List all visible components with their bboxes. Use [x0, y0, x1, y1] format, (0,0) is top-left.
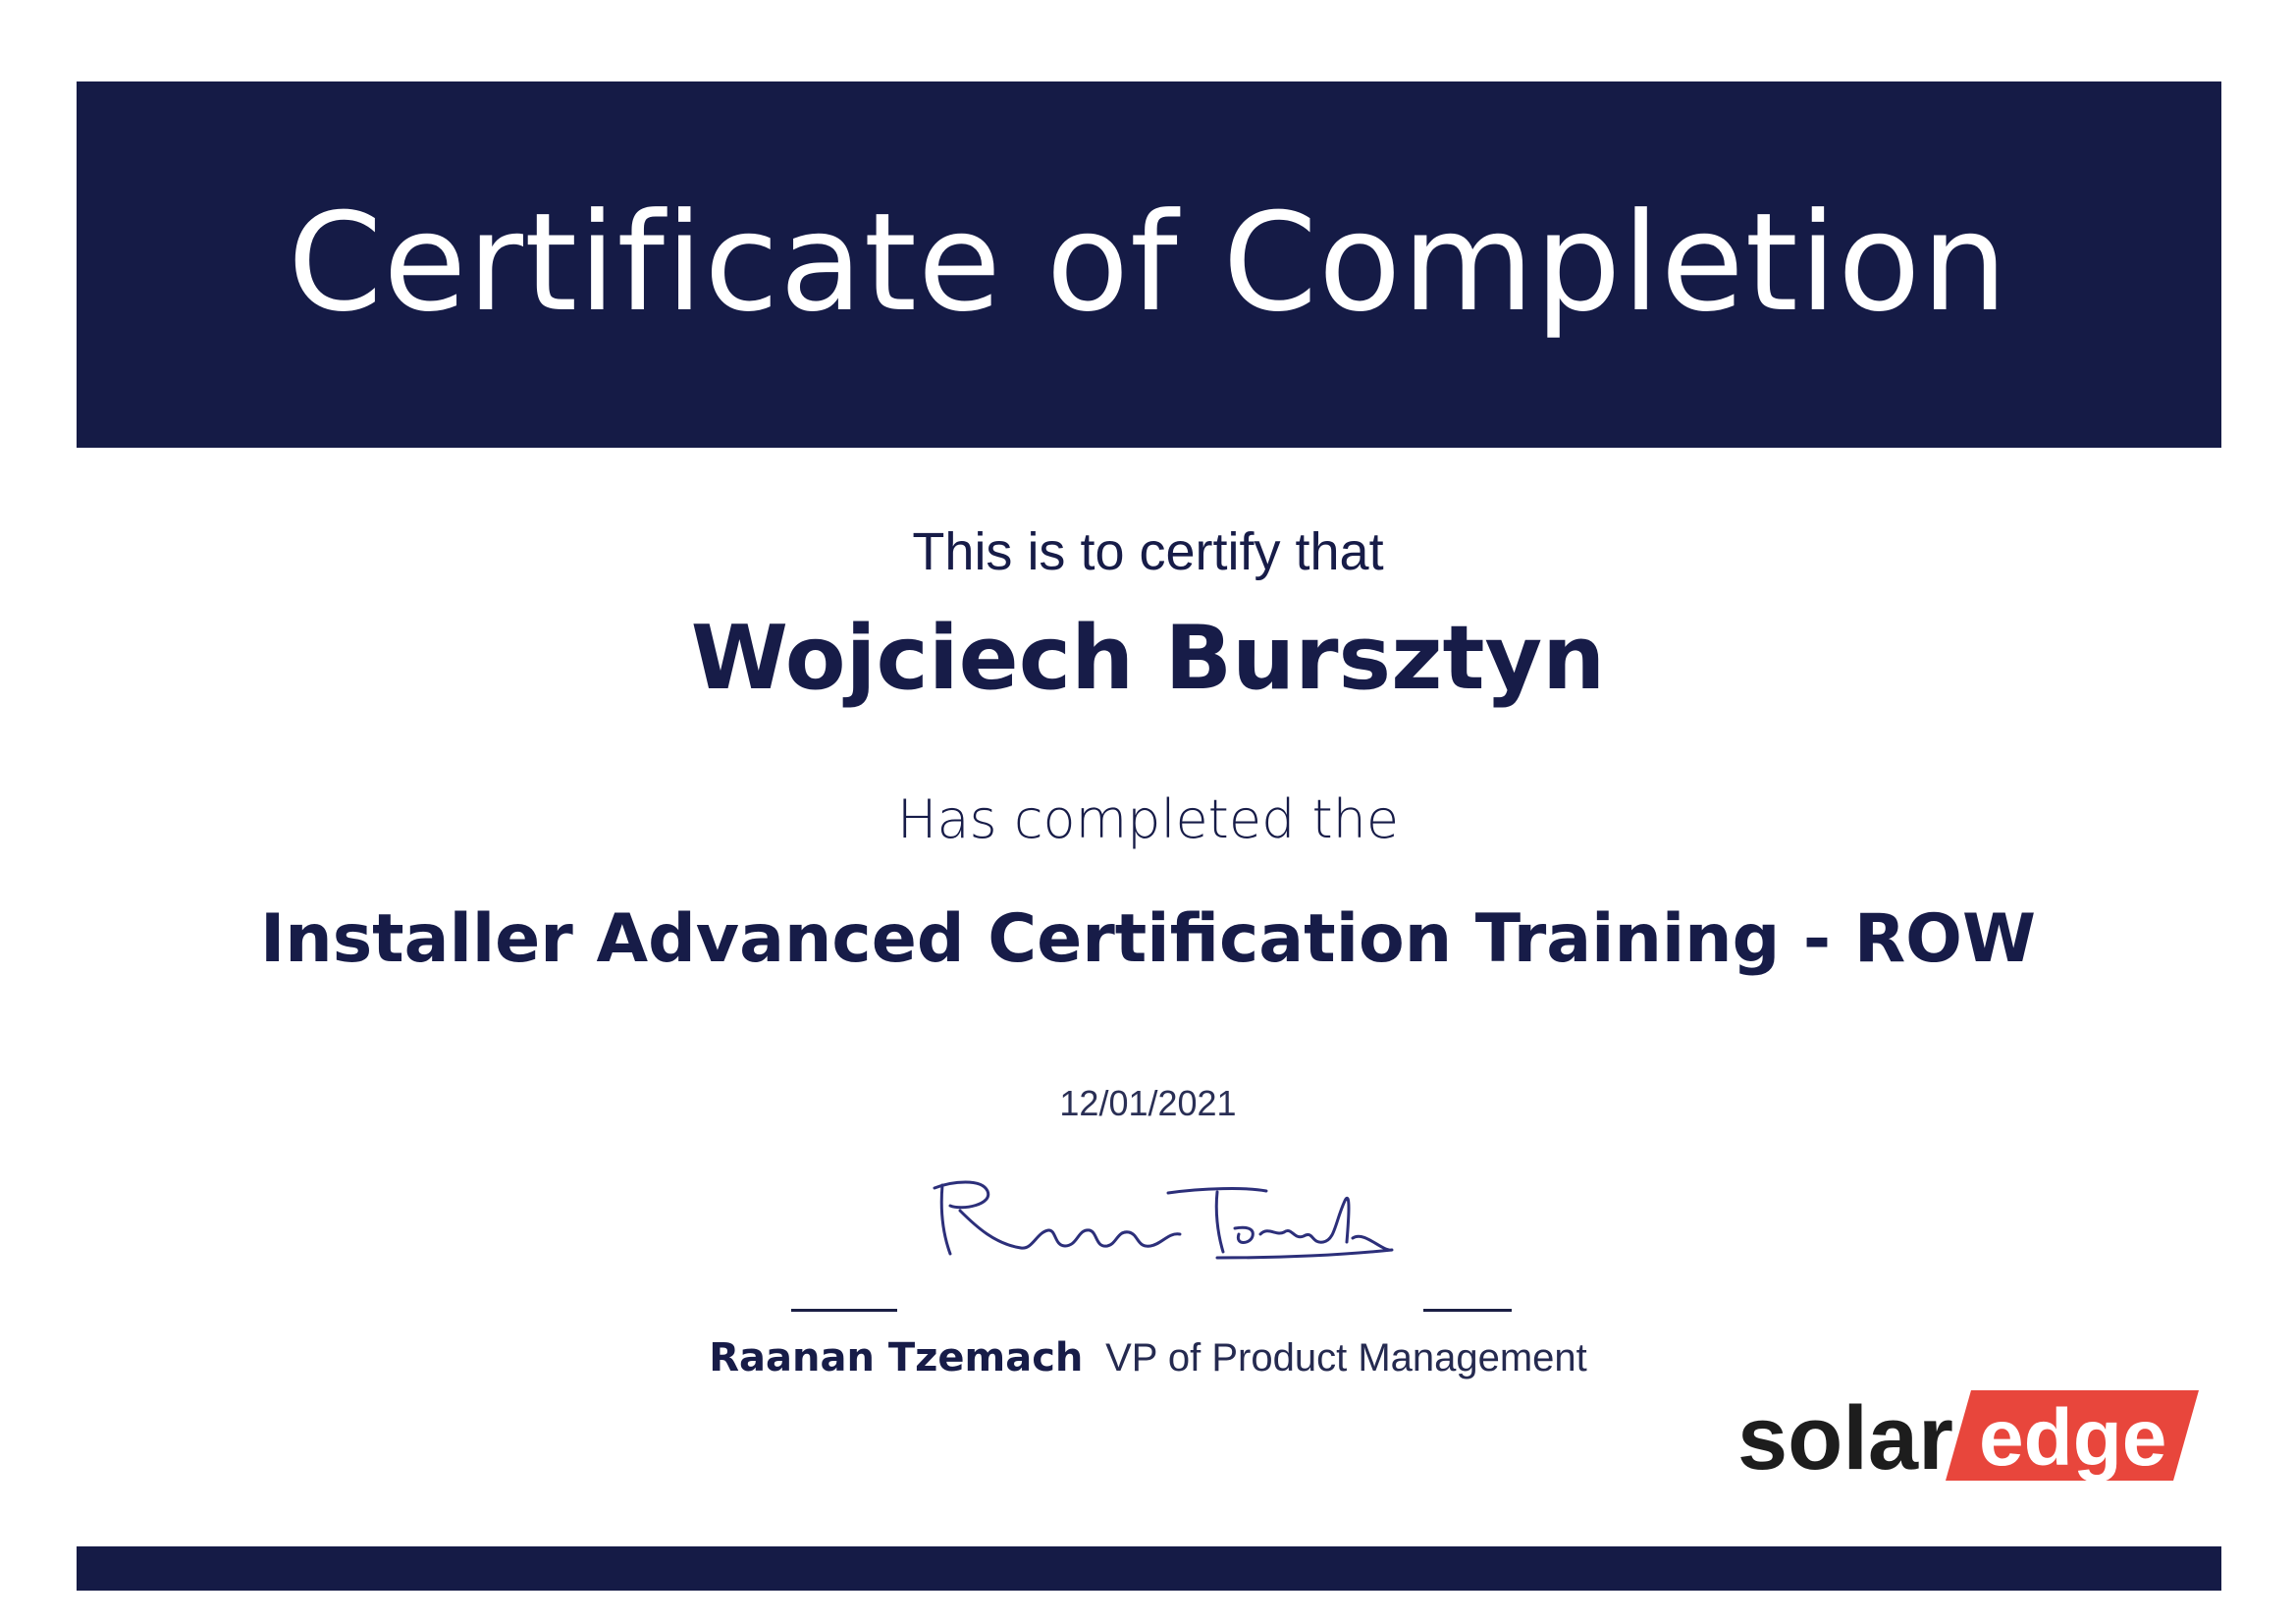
recipient-name: Wojciech Bursztyn	[690, 607, 1606, 710]
handwritten-signature	[923, 1163, 1394, 1271]
signatory-line	[0, 1330, 2296, 1385]
signature-line-left	[791, 1309, 897, 1312]
signatory-name: Raanan Tzemach	[709, 1335, 1084, 1380]
signatory-title: VP of Product Management	[1105, 1336, 1587, 1380]
certificate-title: Certificate of Completion	[288, 184, 2008, 342]
svg-text:edge: edge	[1979, 1393, 2167, 1483]
svg-text:solar: solar	[1737, 1388, 1953, 1488]
certify-text: This is to certify that	[912, 522, 1384, 581]
signature-line-right	[1423, 1309, 1512, 1312]
completion-date: 12/01/2021	[1059, 1083, 1237, 1123]
completed-text: Has completed the	[896, 788, 1400, 850]
footer-bar	[77, 1546, 2221, 1591]
course-name: Installer Advanced Certification Training - ROW	[259, 900, 2036, 978]
solaredge-logo	[1737, 1382, 2199, 1490]
